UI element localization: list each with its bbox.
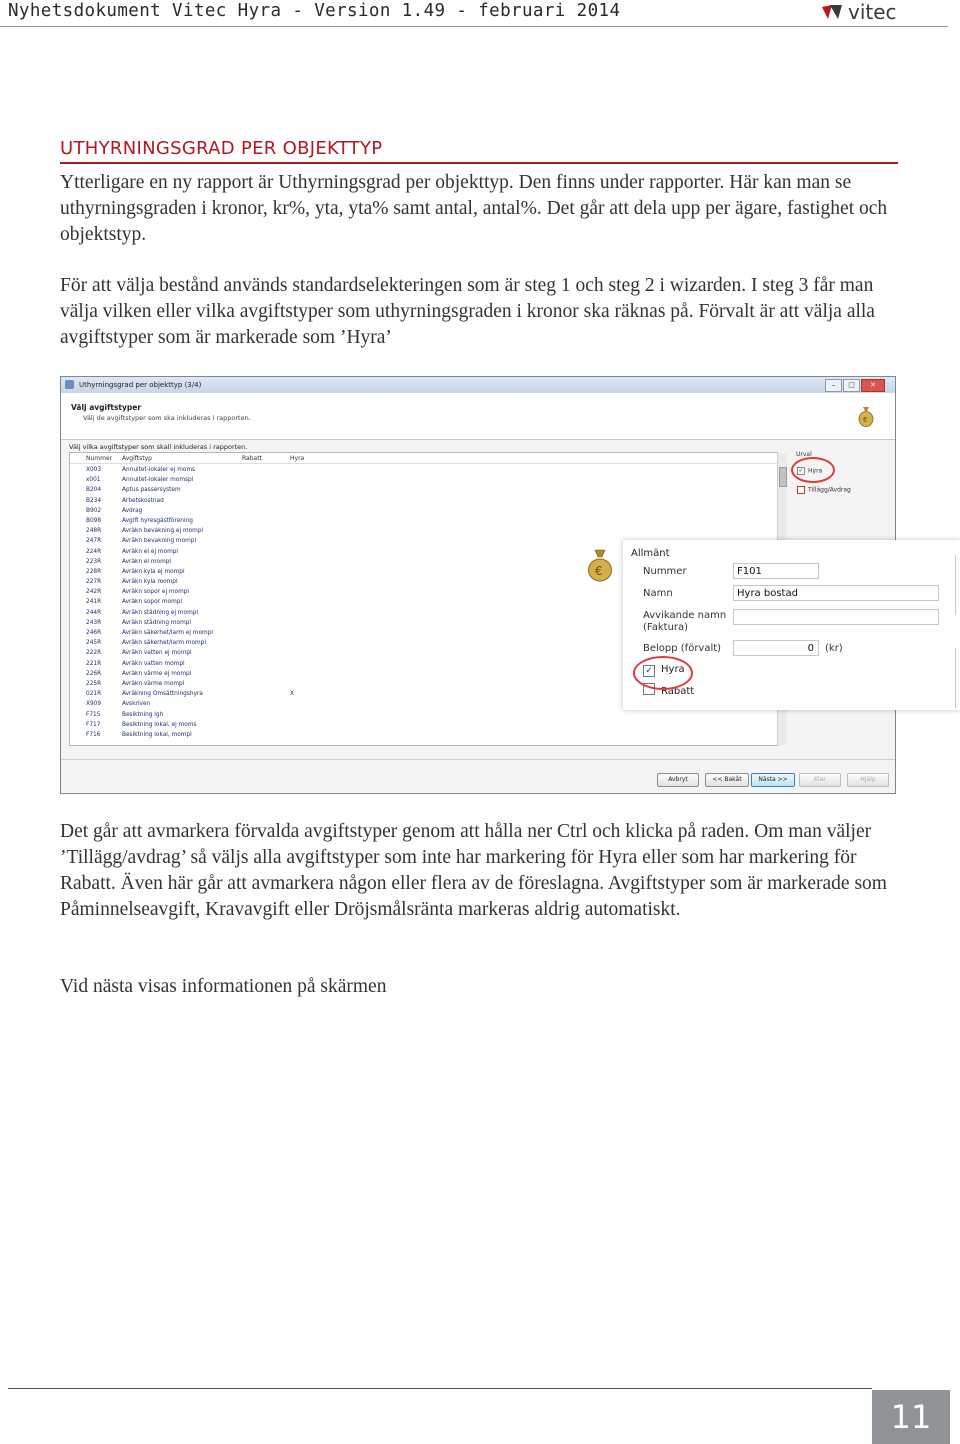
logo-text: vitec bbox=[848, 1, 897, 23]
cell-nummer: X909 bbox=[86, 701, 102, 708]
panel-edge-fragment bbox=[955, 648, 960, 708]
section-heading: UTHYRNINGSGRAD PER OBJEKTTYP bbox=[60, 138, 383, 159]
urval-title: Urval bbox=[796, 451, 812, 458]
document-title: Nyhetsdokument Vitec Hyra - Version 1.49 - februari 2014 bbox=[8, 1, 621, 21]
cell-avgiftstyp: Avräkn el mompl bbox=[122, 558, 172, 565]
table-row[interactable] bbox=[70, 476, 777, 486]
namn-label: Namn bbox=[643, 588, 673, 599]
cell-avgiftstyp: Avräkn värme mompl bbox=[122, 680, 185, 687]
cell-nummer: 021R bbox=[86, 691, 102, 698]
heading-underline bbox=[60, 162, 898, 164]
cell-nummer: 228R bbox=[86, 568, 102, 575]
cell-avgiftstyp: Avräkn bevakning ej mompl bbox=[122, 528, 204, 535]
table-row[interactable] bbox=[70, 497, 777, 507]
cell-avgiftstyp: Avräkn kyla ej mompl bbox=[122, 568, 185, 575]
table-row[interactable] bbox=[70, 711, 777, 721]
page-header bbox=[0, 0, 960, 26]
cell-avgiftstyp: Avräkn el ej mompl bbox=[122, 548, 179, 555]
finish-button[interactable]: Klar bbox=[799, 773, 841, 787]
window-titlebar bbox=[61, 377, 895, 393]
cell-nummer: B902 bbox=[86, 507, 102, 514]
svg-text:€: € bbox=[595, 564, 603, 578]
urval-hyra-label: Hyra bbox=[808, 467, 823, 475]
cell-nummer: X003 bbox=[86, 467, 102, 473]
table-row[interactable] bbox=[70, 517, 777, 527]
cell-nummer: B098 bbox=[86, 517, 102, 524]
minimize-icon[interactable]: – bbox=[825, 379, 842, 392]
paragraph-deselect: Det går att avmarkera förvalda avgiftstyper genom att hålla ner Ctrl och klicka på raden. Om man väljer ’Tillägg/avdrag’ så väljs alla avgiftstyper som inte har markering för Hyra eller som har markering för Rabatt. Även här går att avmarkera någon eller flera av de föreslagna. Avgiftstyper som är markerade som Påminnelseavgift, Kravavgift eller Dröjsmålsränta markeras aldrig automatiskt. bbox=[60, 821, 887, 920]
paragraph-selection: För att välja bestånd används standardselekteringen som är steg 1 och steg 2 i wizarden. I steg 3 får man välja vilken eller vilka avgiftstyper som uthyrningsgraden i kronor ska räknas på. Förvalt är att välja alla avgiftstyper som är markerade som ’Hyra’ bbox=[60, 275, 875, 348]
cell-nummer: 242R bbox=[86, 589, 102, 596]
belopp-field[interactable]: 0 bbox=[733, 640, 819, 656]
col-hyra[interactable]: Hyra bbox=[290, 455, 305, 462]
cell-avgiftstyp: Avräkn vatten ej mompl bbox=[122, 650, 192, 657]
paragraph-next: Vid nästa visas informationen på skärmen bbox=[60, 976, 387, 997]
checkbox-checked-icon[interactable]: ✓ bbox=[643, 665, 655, 677]
cell-nummer: x001 bbox=[86, 477, 101, 484]
close-icon[interactable]: ✕ bbox=[861, 379, 885, 392]
cell-nummer: F716 bbox=[86, 731, 101, 738]
vitec-logo bbox=[818, 1, 940, 23]
cell-avgiftstyp: Avräkn sopor mompl bbox=[122, 599, 183, 606]
cell-avgiftstyp: Avräkn värme ej mompl bbox=[122, 670, 192, 677]
cell-avgiftstyp: Avdrag bbox=[122, 507, 143, 514]
avvikande-namn-field[interactable] bbox=[733, 609, 939, 625]
table-row[interactable] bbox=[70, 466, 777, 476]
cell-avgiftstyp: Avskriven bbox=[122, 701, 151, 708]
cancel-button[interactable]: Avbryt bbox=[657, 773, 699, 787]
urval-tillagg-label: Tillägg/Avdrag bbox=[808, 486, 851, 494]
grid-instruction: Välj vilka avgiftstyper som skall inkluderas i rapporten. bbox=[69, 443, 248, 451]
cell-avgiftstyp: Avräkn sopor ej mompl bbox=[122, 589, 190, 596]
cell-nummer: 222R bbox=[86, 650, 102, 657]
cell-avgiftstyp: Avräkn städning mompl bbox=[122, 619, 192, 626]
cell-avgiftstyp: Besiktning lgh bbox=[122, 711, 164, 718]
col-avgiftstyp[interactable]: Avgiftstyp bbox=[122, 455, 152, 462]
cell-avgiftstyp: Avräkning Omsättningshyra bbox=[122, 691, 203, 698]
cell-nummer: B234 bbox=[86, 497, 102, 504]
cell-avgiftstyp: Annuitet-lokaler ej moms bbox=[122, 467, 196, 473]
cell-avgiftstyp: Avräkn säkerhet/larm mompl bbox=[122, 640, 206, 647]
cell-avgiftstyp: Avräkn säkerhet/larm ej mompl bbox=[122, 630, 213, 636]
cell-nummer: 245R bbox=[86, 640, 102, 647]
table-row[interactable] bbox=[70, 527, 777, 537]
help-button[interactable]: Hjälp bbox=[847, 773, 889, 787]
nummer-label: Nummer bbox=[643, 566, 687, 577]
panel-edge-fragment bbox=[955, 555, 960, 615]
cell-avgiftstyp: Besiktning lokal, ej moms bbox=[122, 721, 197, 728]
nummer-field[interactable]: F101 bbox=[733, 563, 819, 579]
maximize-icon[interactable]: □ bbox=[843, 379, 860, 392]
svg-text:€: € bbox=[863, 416, 868, 424]
wizard-step-subtitle: Välj de avgiftstyper som ska inkluderas i rapporten. bbox=[83, 414, 251, 422]
cell-avgiftstyp: Avräkn vatten mompl bbox=[122, 660, 185, 667]
table-row[interactable] bbox=[70, 486, 777, 496]
fee-type-detail-panel bbox=[623, 540, 960, 710]
cell-avgiftstyp: Avräkn städning ej mompl bbox=[122, 609, 199, 616]
table-row[interactable] bbox=[70, 721, 777, 731]
rabatt-label: Rabatt bbox=[661, 686, 695, 697]
highlight-circle bbox=[791, 457, 835, 483]
cell-nummer: 241R bbox=[86, 599, 102, 606]
cell-nummer: F717 bbox=[86, 721, 101, 728]
wizard-footer-divider bbox=[61, 759, 895, 760]
footer-divider bbox=[8, 1388, 872, 1389]
cell-nummer: 243R bbox=[86, 619, 102, 626]
cell-avgiftstyp: Avgift hyresgästförening bbox=[122, 517, 193, 524]
cell-nummer: 244R bbox=[86, 609, 102, 616]
paragraph-intro: Ytterligare en ny rapport är Uthyrningsgrad per objekttyp. Den finns under rapporter. Här kan man se uthyrningsgraden i kronor, kr%, yta, yta% samt antal, antal%. Det går att dela upp per ägare, fastighet och objektstyp. bbox=[60, 172, 888, 245]
cell-nummer: 223R bbox=[86, 558, 102, 565]
wizard-header bbox=[61, 393, 895, 440]
window-title: Uthyrningsgrad per objekttyp (3/4) bbox=[79, 381, 202, 389]
cell-nummer: 248R bbox=[86, 528, 102, 535]
panel-title: Allmänt bbox=[631, 548, 670, 559]
hyra-label: Hyra bbox=[661, 664, 685, 675]
cell-nummer: 246R bbox=[86, 630, 102, 636]
cell-avgiftstyp: Avräkn kyla mompl bbox=[122, 579, 178, 586]
cell-nummer: F715 bbox=[86, 711, 101, 718]
header-divider bbox=[0, 26, 948, 27]
cell-avgiftstyp: Aptus passersystem bbox=[122, 487, 181, 494]
table-row[interactable] bbox=[70, 507, 777, 517]
cell-nummer: 247R bbox=[86, 538, 102, 545]
cell-avgiftstyp: Arbetskostnad bbox=[122, 497, 164, 504]
app-icon bbox=[65, 380, 74, 389]
urval-group bbox=[781, 443, 881, 503]
checkbox-checked-icon[interactable]: ✓ bbox=[798, 467, 804, 474]
cell-nummer: 227R bbox=[86, 579, 102, 586]
avvikande-label: Avvikande namn bbox=[643, 610, 727, 621]
cell-nummer: 221R bbox=[86, 660, 102, 667]
page-number: 11 bbox=[872, 1390, 950, 1444]
next-button[interactable]: Nästa >> bbox=[751, 773, 795, 787]
wizard-step-title: Välj avgiftstyper bbox=[71, 403, 142, 412]
belopp-unit: (kr) bbox=[825, 643, 843, 654]
cell-nummer: 225R bbox=[86, 680, 102, 687]
cell-avgiftstyp: Annuitet-lokaler momspl bbox=[122, 477, 194, 484]
grid-header bbox=[70, 453, 777, 464]
table-row[interactable] bbox=[70, 731, 777, 741]
cell-nummer: 226R bbox=[86, 670, 102, 677]
money-bag-icon bbox=[858, 405, 874, 427]
col-rabatt[interactable]: Rabatt bbox=[242, 455, 262, 462]
urval-tillagg-checkbox[interactable] bbox=[797, 486, 851, 494]
cell-hyra: X bbox=[290, 691, 294, 698]
cell-nummer: B204 bbox=[86, 487, 102, 494]
faktura-label: (Faktura) bbox=[643, 622, 689, 633]
belopp-label: Belopp (förvalt) bbox=[643, 643, 722, 654]
cell-avgiftstyp: Avräkn bevakning mompl bbox=[122, 538, 197, 545]
cell-avgiftstyp: Besiktning lokal, mompl bbox=[122, 731, 192, 738]
checkbox-icon[interactable] bbox=[797, 486, 805, 494]
namn-field[interactable]: Hyra bostad bbox=[733, 585, 939, 601]
cell-nummer: 224R bbox=[86, 548, 102, 555]
highlight-circle bbox=[633, 656, 693, 690]
back-button[interactable]: << Bakåt bbox=[705, 773, 749, 787]
col-nummer[interactable]: Nummer bbox=[86, 455, 113, 462]
money-bag-icon bbox=[587, 548, 613, 582]
